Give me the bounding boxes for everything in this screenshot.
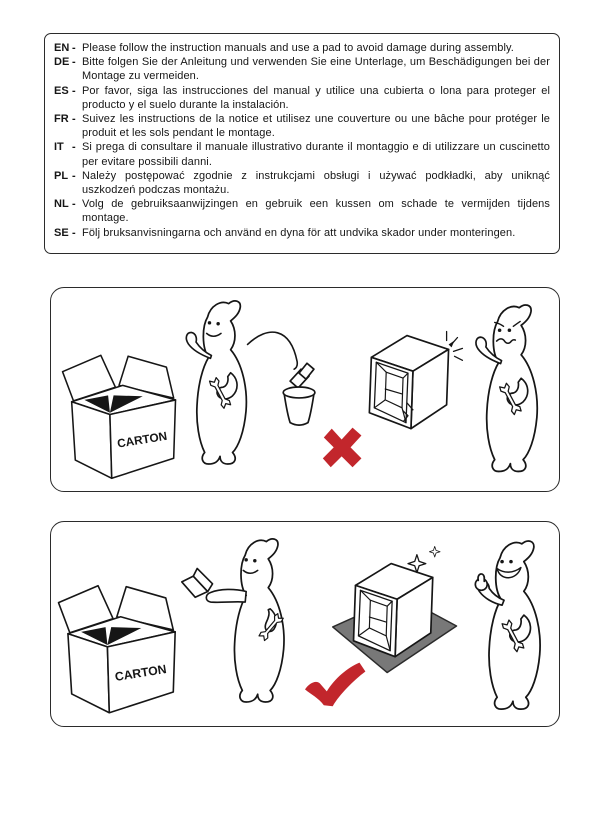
instruction-row-se [54,226,550,240]
separator: - [72,169,76,182]
language-code: IT [54,141,64,154]
damaged-cabinet [369,332,462,429]
language-code: EN [54,42,70,54]
instruction-row-pl [54,169,550,197]
separator: - [72,42,76,54]
multilingual-instructions-box [44,33,560,254]
separator: - [72,113,76,126]
panel-right-way [50,521,560,727]
instruction-text: Si prega di consultare il manuale illustrativo durante il montaggio e di utilizzare un cuscinetto per evitare possibili danni. [82,141,550,168]
instruction-row-fr [54,112,550,140]
toss-arc [248,332,298,369]
language-code: SE [54,226,69,239]
right-way-illustration [51,522,559,726]
instruction-text: Bitte folgen Sie der Anleitung und verwenden Sie eine Unterlage, um Beschädigungen bei der Montage zu vermeiden. [82,56,550,83]
separator: - [72,56,76,69]
cross-mark-icon [323,428,362,468]
carton-label: CARTON [116,428,169,451]
instruction-row-es [54,84,550,112]
instruction-text: Please follow the instruction manuals and use a pad to avoid damage during assembly. [82,42,514,54]
language-code: PL [54,169,69,182]
language-code: FR [54,113,69,126]
wrong-way-illustration [51,288,559,491]
thumbs-up-hand-icon [475,574,487,590]
panel-wrong-way [50,287,560,492]
ghost-thumbs-up [475,541,540,709]
extended-arm [206,589,246,602]
discarded-manuals [290,363,314,388]
language-code: ES [54,84,69,97]
trash-bin-icon [283,387,315,425]
instruction-text: Należy postępować zgodnie z instrukcjami obsługi i używać podkładki, aby uniknąć uszkodzeń podczas montażu. [82,169,550,197]
ghost-tossing-manual [186,301,246,464]
instruction-row-en [54,41,550,55]
check-mark-icon [305,663,365,707]
separator: - [72,226,76,239]
ghost-worried [476,305,537,471]
sparkles-icon [408,546,440,572]
carton-box [63,355,176,478]
carton-label: CARTON [113,662,168,685]
language-code: DE [54,56,70,69]
instruction-row-nl [54,197,550,225]
separator: - [72,198,76,211]
instruction-text: Följ bruksanvisningarna och använd en dyna för att undvika skador under monteringen. [82,226,516,239]
separator: - [72,141,76,154]
language-code: NL [54,198,69,211]
separator: - [72,84,76,97]
instruction-text: Por favor, siga las instrucciones del manual y utilice una cubierta o lona para proteger el producto y el suelo durante la instalación. [82,84,550,111]
carton-box [59,586,176,713]
ghost-reading-manual [182,539,284,702]
instruction-text: Suivez les instructions de la notice et utilisez une couverture ou une bâche pour protéger le produit et les sols pendant le montage. [82,113,550,140]
instruction-row-it [54,140,550,168]
instruction-text: Volg de gebruiksaanwijzingen en gebruik een kussen om schade te vermijden tijdens montage. [82,198,550,225]
instruction-row-de [54,55,550,83]
